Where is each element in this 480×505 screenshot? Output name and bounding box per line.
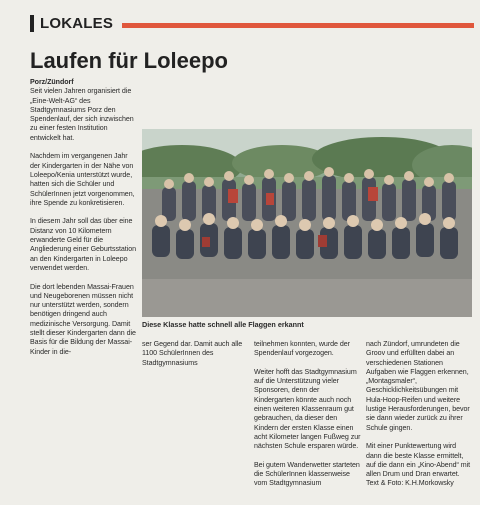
author-credit: Text & Foto: K.H.Morkowsky — [366, 479, 454, 488]
section-header — [30, 10, 474, 34]
paragraph: ser Gegend dar. Damit auch alle 1100 SchülerInnen des Stadtgymnasiums — [142, 340, 243, 367]
article-column-1 — [30, 78, 137, 357]
photo-caption: Diese Klasse hatte schnell alle Flaggen erkannt — [142, 320, 304, 329]
paragraph: Seit vielen Jahren organisiert die „Eine-Welt-AG“ des Stadtgymnasiums Porz den Spendenlauf, der sich inzwischen zu einer festen Institution entwickelt hat. — [30, 87, 134, 142]
paragraph: Mit einer Punktewertung wird dann die beste Klasse ermittelt, auf die dann ein „Kino-Abend“ mit allen Drum und Dran erwartet. — [366, 442, 471, 479]
article-column-3 — [254, 340, 361, 489]
section-label: LOKALES — [40, 15, 114, 32]
group-photo-icon — [142, 129, 472, 317]
paragraph: Nachdem im vergangenen Jahr der Kindergarten in der Nähe von Loleepo/Kenia unterstützt wurde, hatten sich die Schüler und SchülerInnen jetzt vorgenommen, ihre Spende zu konkretisieren. — [30, 152, 135, 207]
article-headline: Laufen für Loleepo — [30, 48, 228, 73]
article-column-2 — [142, 340, 249, 368]
paragraph: In diesem Jahr soll das über eine Distanz von 10 Kilometern erwanderte Geld für die Angliederung einer Geburtsstation an den Kindergarten in Loleepo verwendet werden. — [30, 217, 137, 272]
section-marker — [30, 15, 34, 32]
group-photo — [142, 129, 472, 317]
paragraph: Weiter hofft das Stadtgymnasium auf die Unterstützung vieler Sponsoren, denn der Kindergarten könnte auch noch einen weiteren Klassenraum gut gebrauchen, da dieser den Kindern der ersten Klasse einen acht Kilometer langen Fußweg zur nächsten Schule ersparen würde. — [254, 367, 361, 451]
section-rule — [122, 23, 474, 28]
paragraph: nach Zündorf, umrundeten die Groov und erfüllten dabei an verschiedenen Stationen Aufgaben wie Flaggen erkennen, „Montagsmaler“, Geschicklichkeitsübungen mit Hula-Hoop-Reifen und weitere lustige Herausforderungen, bevor sie dann wieder zurück zu ihrer Schule gingen. — [366, 340, 470, 432]
paragraph: Bei gutem Wanderwetter starteten die SchülerInnen klassenweise vom Stadtgymnasium — [254, 460, 360, 488]
paragraph: Die dort lebenden Massai-Frauen und Neugeborenen müssen nicht nur unterstützt werden, sondern benötigen dringend auch medizinische Versorgung. Damit stellt dieser Kindergarten dann die Basis für die Bildung der Massai-Kinder in die- — [30, 282, 136, 356]
paragraph: teilnehmen konnten, wurde der Spendenlauf vorgezogen. — [254, 340, 350, 358]
article-column-4 — [366, 340, 473, 489]
dateline: Porz/Zündorf — [30, 78, 74, 86]
